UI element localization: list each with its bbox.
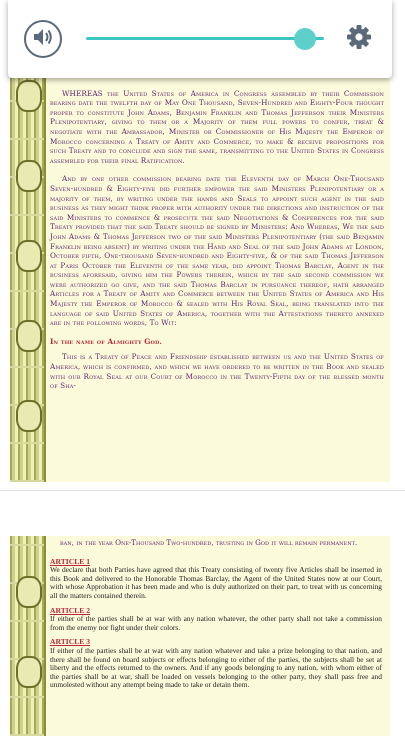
border-ornament <box>16 656 42 688</box>
speaker-icon <box>32 27 54 51</box>
document-page-2[interactable] <box>0 518 405 720</box>
article-body: If either of the parties shall be at war with any nation whatever, the other party shall not take a commission from the enemy nor fight under their colors. <box>50 614 382 632</box>
preamble-paragraph: WHEREAS the United States of America in Congress assembled by their Commission bearing date the twelfth day of May One Thousand, Seven-Hundred and Eighty-Four thought proper to constitute John Adams, Benjamin Franklin and Thomas Jefferson their Ministers Plenipotentiary, giving to them or a Majority of them full powers to confer, treat & negotiate with the Ambassador, Minister or Commissioner of His Majesty the Emperor of Morocco concerning a Treaty of Amity and Commerce, to make & receive propositions for such Treaty and to conclude and sign the same, transmitting to the United States in Congress assembled for their final Ratification. <box>50 88 384 165</box>
page-2-parchment <box>10 536 390 736</box>
slider-track <box>86 37 324 40</box>
gear-icon <box>345 23 373 55</box>
border-ornament <box>16 240 42 272</box>
border-ornament <box>16 160 42 192</box>
volume-slider[interactable] <box>86 28 324 50</box>
closing-paragraph: This is a Treaty of Peace and Friendship established between us and the United States of America, which is confirmed, and which we have ordered to be written in the Book and sealed with our Royal Seal at our Court of Morocco in the Twenty-Fifth day of the blessed month of Sha- <box>50 352 384 391</box>
slider-thumb[interactable] <box>294 28 316 50</box>
settings-button[interactable] <box>342 22 376 56</box>
volume-button[interactable] <box>24 20 62 58</box>
almighty-heading: In the name of Almighty God. <box>50 336 163 346</box>
ornamental-border <box>10 536 46 736</box>
continuation-text: ban, in the year One-Thousand Two-hundred, trusting in God it will remain permanent. <box>60 538 358 547</box>
treaty-preamble <box>50 70 384 400</box>
article-heading: ARTICLE 2 <box>50 605 91 615</box>
preamble-paragraph: And by one other commission bearing date the Eleventh day of March One-Thousand Seven-hundred & Eighty-five did further empower the said Ministers Plenipotentiary or a majority of them, by writing under the hands and Seals to appoint such agent in the said business as they might think proper with authority under the directions and instruction of the said Ministers to commence & prosecute the said Negotiations & Conferences for the said Treaty provided that the said Treaty should be signed by Ministers: And Whereas, We the said John Adams & Thomas Jefferson two of the said Ministers Plenipotentiary (the said Benjamin Franklin being absent) by writing under the Hand and Seal of the said John Adams at London, October fifth, One-thousand Seven-hundred and Eighty-five, & of the said Thomas Jefferson at Paris October the Eleventh of the same year, did appoint Thomas Barclay, Agent in the business aforesaid, giving him the Powers therein, which by the said second commission we were authorized go give, and the said Thomas Barclay in pursuance thereof, hath arranged Articles for a Treaty of Amity and Commerce between the United States of America and His Majesty the Emperor of Morocco & sealed with His Royal Seal, being translated into the language of said United States of America, together with the Attestations thereto annexed are in the following words, To Wit: <box>50 174 384 328</box>
article-heading: ARTICLE 1 <box>50 556 91 566</box>
border-ornament <box>16 80 42 112</box>
treaty-articles <box>50 538 382 692</box>
border-ornament <box>16 576 42 608</box>
article-body: We declare that both Parties have agreed that this Treaty consisting of twenty five Articles shall be inserted in this Book and delivered to the Honorable Thomas Barclay, the Agent of the United States now at our Court, with whose Approbation it has been made and who is duly authorized on their part, to treat with us concerning all the matters contained therein. <box>50 565 382 600</box>
border-ornament <box>16 320 42 352</box>
page-separator <box>0 490 405 519</box>
border-ornament <box>16 400 42 432</box>
article-body: If either of the parties shall be at war with any nation whatever and take a prize belonging to that nation, and there shall be found on board subjects or effects belonging to either of the parties, the subjects shall be set at liberty and the effects returned to the owners. And if any goods belonging to any nation, with whom either of the parties shall be at war, shall be loaded on vessels belonging to the other party, they shall pass free and unmolested without any attempt being made to take or detain them. <box>50 645 382 690</box>
audio-toolbar <box>8 0 392 78</box>
article-heading: ARTICLE 3 <box>50 637 91 647</box>
